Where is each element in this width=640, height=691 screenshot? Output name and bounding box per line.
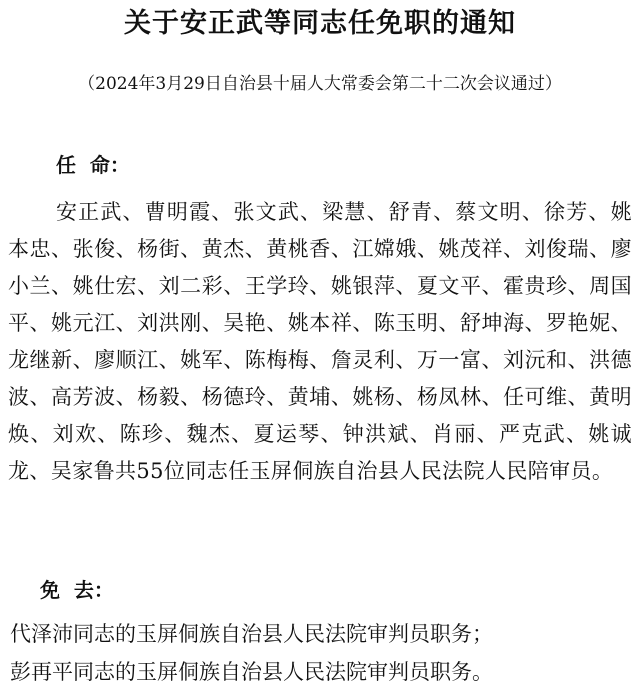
appointment-heading: 任 命： [56,153,130,177]
document-title: 关于安正武等同志任免职的通知 [124,8,516,39]
document-subtitle: （2024年3月29日自治县十届人大常委会第二十二次会议通过） [78,74,562,94]
removal-heading: 免 去： [40,578,114,602]
appointment-paragraph: 安正武、曹明霞、张文武、梁慧、舒青、蔡文明、徐芳、姚本忠、张俊、杨街、黄杰、黄桃香、江嫦娥、姚茂祥、刘俊瑞、廖小兰、姚仕宏、刘二彩、王学玲、姚银萍、夏文平、霍贵珍、周国平、姚元江、刘洪刚、吴艳、姚本祥、陈玉明、舒坤海、罗艳妮、龙继新、廖顺江、姚军、陈梅梅、詹灵利、万一富、刘沅和、洪德波、高芳波、杨毅、杨德玲、黄埔、姚杨、杨凤林、任可维、黄明焕、刘欢、陈珍、魏杰、夏运琴、钟洪斌、肖丽、严克武、姚诚龙、吴家鲁共55位同志任玉屏侗族自治县人民法院人民陪审员。 [8,200,632,483]
removal-list [10,615,630,691]
removal-item: 彭再平同志的玉屏侗族自治县人民法院审判员职务。 [10,660,493,684]
removal-item: 代泽沛同志的玉屏侗族自治县人民法院审判员职务； [10,622,493,646]
